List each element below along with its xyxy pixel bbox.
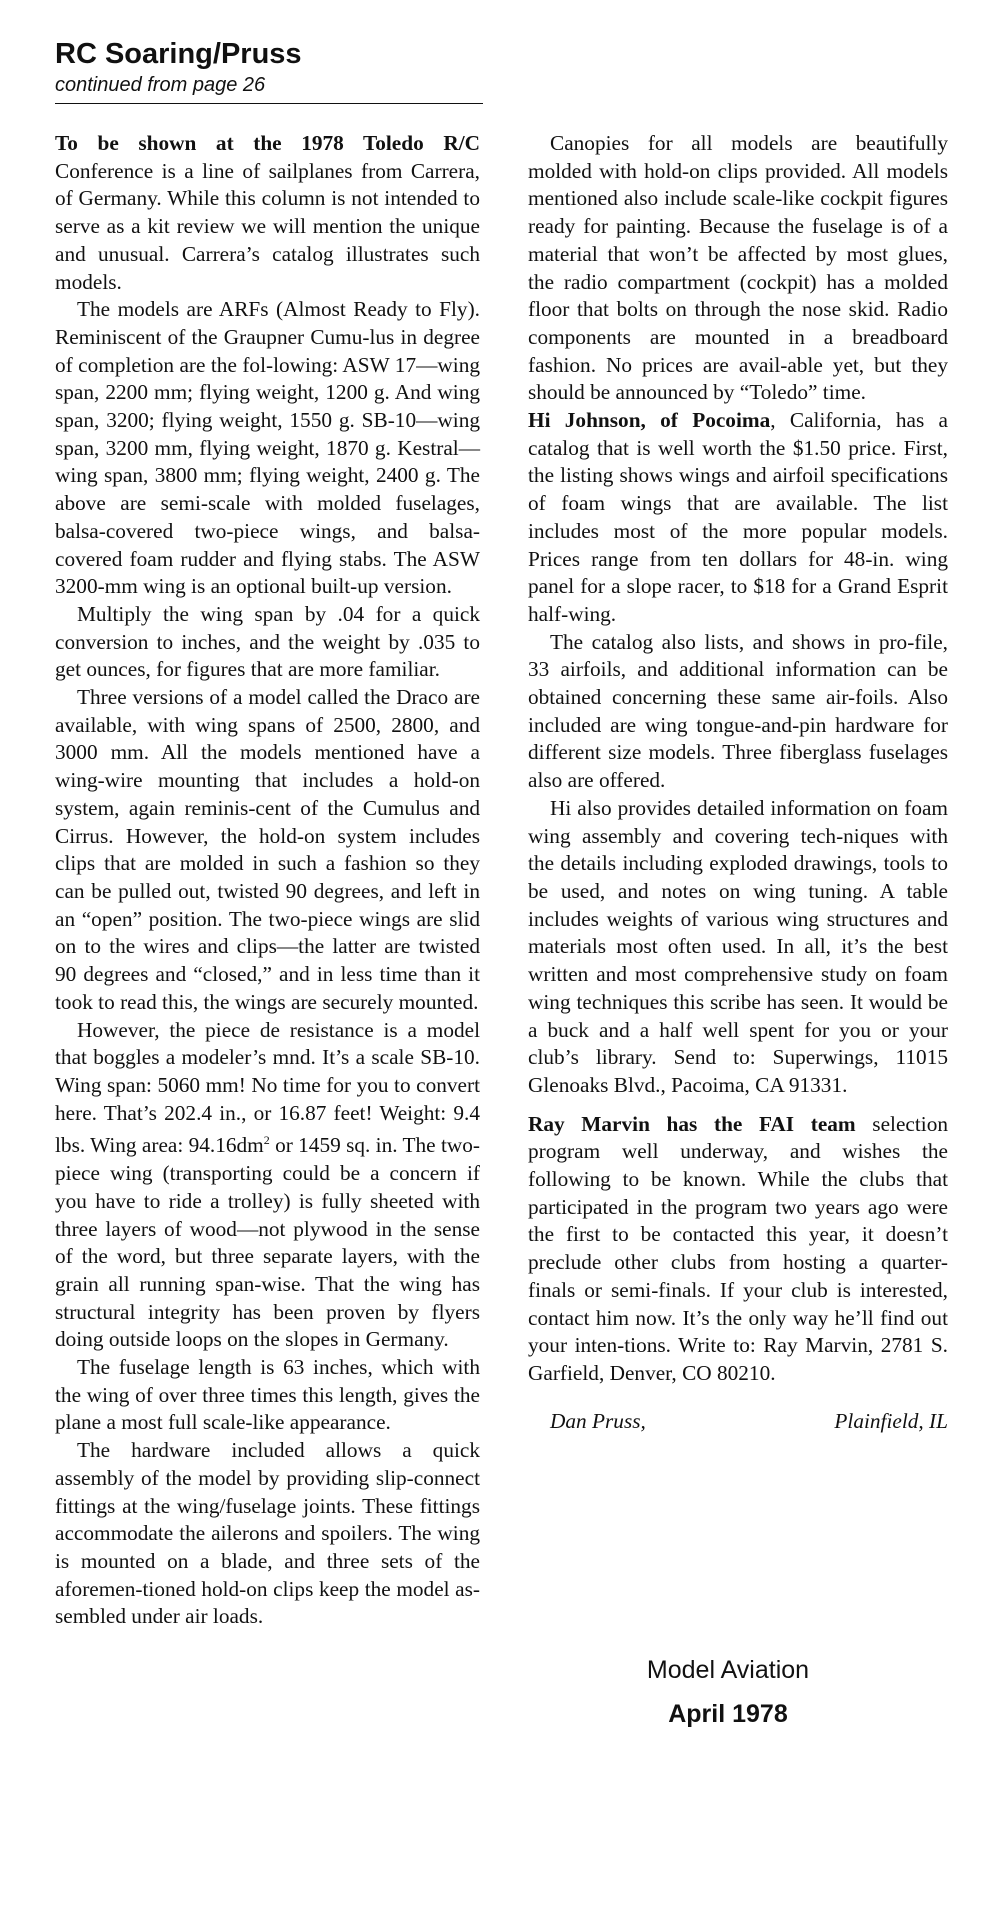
- paragraph-text: , California, has a catalog that is well worth the $1.50 price. First, the listing shows wings and airfoil specifications of foam wings that are available. The list includes most of the more popular models. Prices range from ten dollars for 48-in. wing panel for a slope racer, to $18 for a Grand Esprit half-wing.: [528, 408, 948, 626]
- paragraph: Canopies for all models are beautifully molded with hold-on clips provided. All models mentioned also include scale-like cockpit figures ready for painting. Because the fuselage is of a material that won’t be affected by most glues, the radio compartment (cockpit) has a molded floor that bolts on through the nose skid. Radio components are mounted in a breadboard fashion. No prices are avail-able yet, but they should be announced by “Toledo” time.: [528, 131, 948, 405]
- publication-footer: [560, 1653, 896, 1731]
- left-column: [55, 130, 480, 1631]
- paragraph-text: Conference is a line of sailplanes from Carrera, of Germany. While this column is not intended to serve as a kit review we will mention the unique and unusual. Carrera’s catalog illustrates such models.: [55, 158, 480, 294]
- paragraph-text: selection program well underway, and wishes the following to be known. While the clubs that participated in the program two years ago were the first to be contacted this year, it doesn’t preclude other clubs from hosting a quarter-finals or semi-finals. If your club is interested, contact him now. It’s the only way he’ll find out your inten-tions. Write to: Ray Marvin, 2781 S. Garfield, Denver, CO 80210.: [528, 1111, 948, 1385]
- paragraph: Hi also provides detailed information on foam wing assembly and covering tech-niques with the details including exploded drawings, tools to be used, and notes on wing tuning. A table includes weights of various wing structures and materials most often used. In all, it’s the best written and most comprehensive study on foam wing techniques this scribe has seen. It would be a buck and a half well spent for you or your club’s library. Send to: Superwings, 11015 Glenoaks Blvd., Pacoima, CA 91331.: [528, 795, 948, 1097]
- author-signature: [528, 1408, 948, 1436]
- paragraph-text: However, the piece de resistance is a model that boggles a modeler’s mnd. It’s a scale SB-10. Wing span: 5060 mm! No time for you to convert here. That’s 202.4 in., or 16.87 feet! Weight: 9.4 lbs. Wing area: 94.16dm: [55, 1017, 480, 1158]
- issue-date: April 1978: [668, 1700, 788, 1728]
- paragraph: The fuselage length is 63 inches, which with the wing of over three times this length, gives the plane a most full scale-like appearance.: [55, 1355, 480, 1435]
- paragraph-text: or 1459 sq. in. The two-piece wing (transporting could be a concern if you have to ride a trolley) is fully sheeted with three layers of wood—not plywood in the sense of the word, but three separate layers, with the grain all running span-wise. That the wing has structural integrity has been proven by flyers doing outside loops on the slopes in Germany.: [55, 1133, 480, 1352]
- paragraph: The hardware included allows a quick assembly of the model by providing slip-connect fittings at the wing/fuselage joints. These fittings accommodate the ailerons and spoilers. The wing is mounted on a blade, and three sets of the aforemen-tioned hold-on clips keep the model as-sembled under air loads.: [55, 1438, 480, 1629]
- superscript: 2: [263, 1133, 270, 1148]
- paragraph: The models are ARFs (Almost Ready to Fly). Reminiscent of the Graupner Cumu-lus in degree of completion are the fol-lowing: ASW 17—wing span, 2200 mm; flying weight, 1200 g. And wing span, 3200; flying weight, 1550 g. SB-10—wing span, 3200 mm, flying weight, 1870 g. Kestral—wing span, 3800 mm; flying weight, 2400 g. The above are semi-scale with molded fuselages, balsa-covered two-piece wings, and balsa-covered foam rudder and flying stabs. The ASW 3200-mm wing is an optional built-up version.: [55, 297, 480, 599]
- article-header: [55, 36, 483, 104]
- paragraph: Multiply the wing span by .04 for a quick conversion to inches, and the weight by .035 to get ounces, for figures that are more familiar.: [55, 601, 480, 682]
- author-location: Plainfield, IL: [834, 1408, 948, 1433]
- paragraph: Three versions of a model called the Draco are available, with wing spans of 2500, 2800, and 3000 mm. All the models mentioned have a wing-wire mounting that includes a hold-on system, again reminis-cent of the Cumulus and Cirrus. However, the hold-on system includes clips that are molded in such a fashion so they can be pulled out, twisted 90 degrees, and left in an “open” position. The two-piece wings are slid on to the wires and clips—the latter are twisted 90 degrees and “closed,” and in less time than it took to read this, the wings are securely mounted.: [55, 685, 480, 1014]
- paragraph-lead-bold: Hi Johnson, of Pocoima: [528, 408, 771, 433]
- paragraph: [528, 1111, 948, 1388]
- article-title: RC Soaring/Pruss: [55, 38, 302, 70]
- paragraph: [55, 1017, 480, 1355]
- paragraph-lead-bold: To be shown at the 1978 Toledo R/C: [55, 131, 480, 155]
- paragraph: The catalog also lists, and shows in pro-file, 33 airfoils, and additional information can be obtained concerning these same air-foils. Also included are wing tongue-and-pin hardware for different size models. Three fiberglass fuselages also are offered.: [528, 629, 948, 793]
- magazine-name: Model Aviation: [646, 1656, 810, 1684]
- author-name: Dan Pruss,: [550, 1408, 646, 1433]
- paragraph: [55, 130, 480, 296]
- paragraph-lead-bold: Ray Marvin has the FAI team: [528, 1111, 856, 1136]
- paragraph: [528, 407, 948, 629]
- right-column: [528, 130, 948, 1435]
- continued-from-line: continued from page 26: [55, 72, 483, 104]
